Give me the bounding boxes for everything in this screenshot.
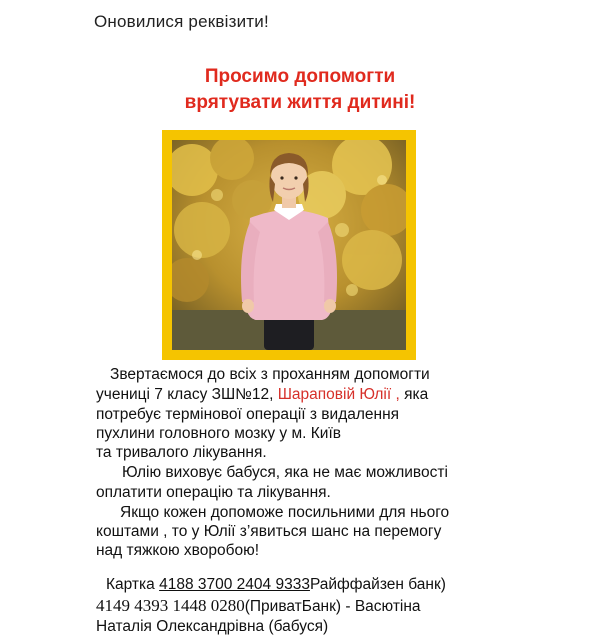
student-name: Шараповій Юлії ,: [277, 386, 400, 403]
card-bank-2: (ПриватБанк) - Васютіна: [244, 598, 421, 615]
appeal-line-2: [96, 385, 428, 404]
appeal-line-1: Звертаємося до всіх з проханням допомогти: [110, 366, 430, 383]
appeal-line-4: пухлини головного мозку у м. Київ: [96, 425, 341, 442]
appeal-line-6: Юлію виховує бабуся, яка не має можливості: [122, 464, 448, 481]
card-line-2: [96, 595, 421, 617]
card-number-2: 4149 4393 1448 0280: [96, 596, 245, 615]
appeal-line-10: над тяжкою хворобою!: [96, 542, 259, 559]
card-label: Картка: [106, 576, 155, 593]
photo-frame: [162, 130, 416, 360]
appeal-line-8: Якщо кожен допоможе посильними для нього: [120, 504, 450, 521]
update-note: Оновилися реквізити!: [94, 12, 269, 31]
headline-line-1: Просимо допомогти: [204, 66, 396, 87]
appeal-line-9: коштами , то у Юлії з’явиться шанс на перемогу: [96, 523, 442, 540]
card-bank-1: Райффайзен банк): [309, 576, 446, 593]
appeal-line-5: та тривалого лікування.: [96, 444, 267, 461]
girl-photo: [172, 140, 406, 350]
card-line-3: Наталія Олександрівна (бабуся): [96, 618, 329, 635]
headline-line-2: врятувати життя дитині!: [184, 92, 416, 113]
headline: [0, 64, 600, 116]
appeal-line-2-prefix: учениці 7 класу ЗШ№12,: [96, 386, 274, 403]
appeal-line-3: потребує термінової операції з видалення: [96, 406, 400, 423]
card-line-1: [106, 574, 446, 595]
appeal-line-2-suffix: яка: [404, 386, 429, 403]
appeal-line-7: оплатити операцію та лікування.: [96, 484, 331, 501]
card-number-1: 4188 3700 2404 9333: [159, 576, 310, 593]
